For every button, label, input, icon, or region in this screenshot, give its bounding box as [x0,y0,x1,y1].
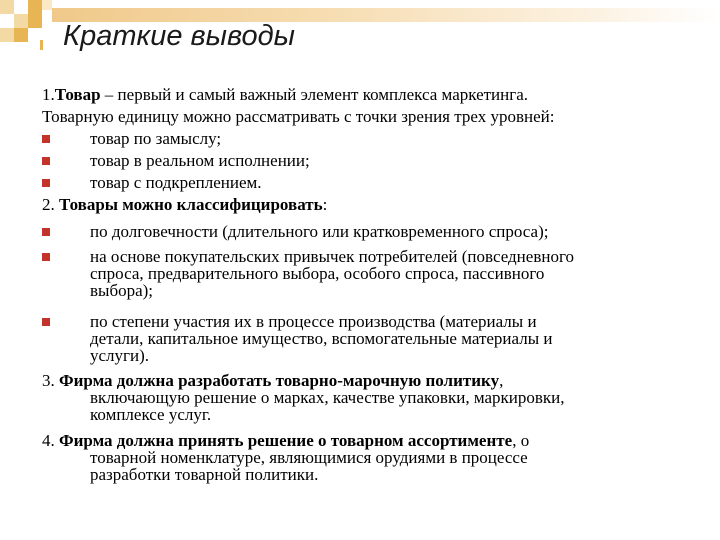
bullet-icon [42,318,50,326]
slide-title: Краткие выводы [63,20,295,52]
list-item: 1.Товар – первый и самый важный элемент комплекса маркетинга. [42,85,529,104]
list-item: 2. Товары можно классифицировать: [42,195,328,214]
list-item-continuation: комплексе услуг. [90,405,212,424]
list-item-continuation: выбора); [90,281,154,300]
decor-square [0,0,14,14]
list-item: 3. Фирма должна разработать товарно-марочную политику, [42,371,504,390]
bullet-icon [42,253,50,261]
list-item: по степени участия их в процессе производства (материалы и [90,312,537,331]
bullet-icon [42,179,50,187]
list-item: Товарную единицу можно рассматривать с точки зрения трех уровней: [42,107,555,126]
decor-square [28,0,42,14]
decor-square [14,14,28,28]
list-item-continuation: детали, капитальное имущество, вспомогательные материалы и [90,329,553,348]
list-item-continuation: товарной номенклатуре, являющимися орудиями в процессе [90,448,528,467]
header-tick [40,40,43,50]
bullet-icon [42,157,50,165]
list-item-continuation: услуги). [90,346,150,365]
decor-square [42,0,52,10]
decor-square [0,28,14,42]
decor-square [14,28,28,42]
list-item: 4. Фирма должна принять решение о товарном ассортименте, о [42,431,530,450]
bullet-icon [42,135,50,143]
list-item: товар с подкреплением. [90,173,262,192]
bullet-icon [42,228,50,236]
list-item: товар по замыслу; [90,129,222,148]
list-item: на основе покупательских привычек потребителей (повседневного [90,247,574,266]
decor-square [28,14,42,28]
list-item: товар в реальном исполнении; [90,151,310,170]
list-item-continuation: разработки товарной политики. [90,465,319,484]
list-item-continuation: включающую решение о марках, качестве упаковки, маркировки, [90,388,565,407]
list-item: по долговечности (длительного или кратковременного спроса); [90,222,549,241]
list-item-continuation: спроса, предварительного выбора, особого спроса, пассивного [90,264,545,283]
